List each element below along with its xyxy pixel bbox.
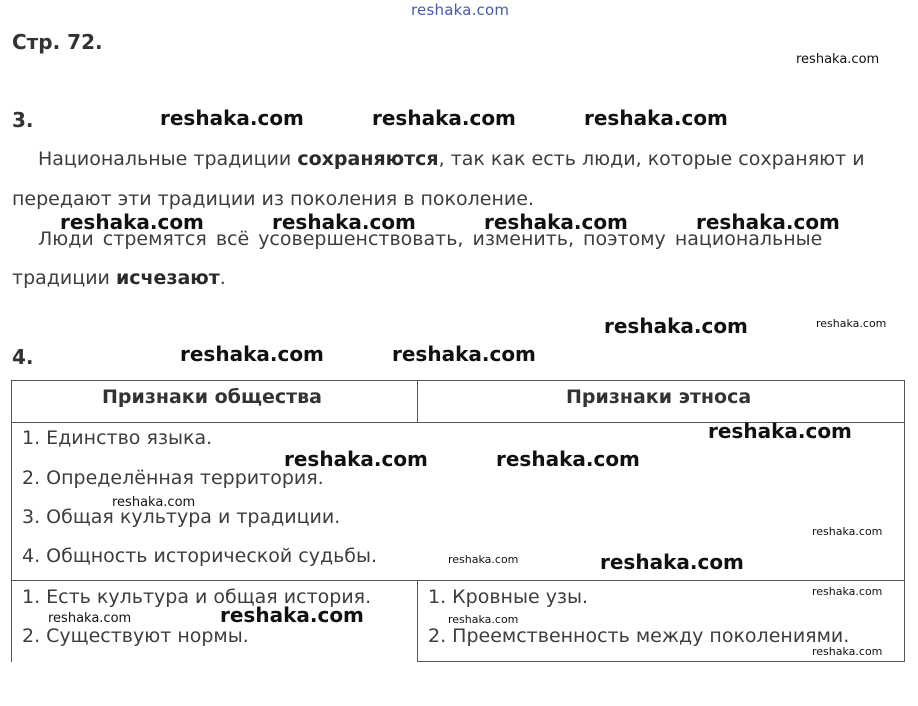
watermark: reshaka.com xyxy=(812,525,883,538)
section3-p2-line2 xyxy=(12,258,226,298)
watermark: reshaka.com xyxy=(284,447,428,471)
watermark: reshaka.com xyxy=(160,106,304,130)
exercise-4-number: 4. xyxy=(12,345,34,369)
p2-bold-word: исчезают xyxy=(115,267,220,289)
section3-p1-line1 xyxy=(38,139,865,179)
watermark: reshaka.com xyxy=(112,495,196,510)
p1-bold-word: сохраняются xyxy=(297,148,439,170)
watermark: reshaka.com xyxy=(696,210,840,234)
watermark: reshaka.com xyxy=(796,52,880,67)
section3-p1-line2: передают эти традиции из поколения в поколение. xyxy=(12,188,534,210)
watermark: reshaka.com xyxy=(484,210,628,234)
table-row-divider xyxy=(11,580,905,581)
page-label: Стр. 72. xyxy=(12,30,103,54)
p2-text-a: традиции xyxy=(12,267,116,289)
section3-p2-line1: Люди стремятся всё усовершенствовать, изменить, поэтому национальные xyxy=(38,228,823,250)
table-bottom-border-right xyxy=(417,661,905,662)
watermark: reshaka.com xyxy=(600,550,744,574)
table-header-society: Признаки общества xyxy=(102,386,322,408)
watermark: reshaka.com xyxy=(180,342,324,366)
table-header-col-divider xyxy=(417,380,418,423)
table-cell-ethnos: 2. Преемственность между поколениями. xyxy=(428,625,850,647)
p1-text-b: , так как есть люди, которые сохраняют и xyxy=(438,148,865,170)
table-bottom-col-divider xyxy=(417,580,418,662)
table-top-border xyxy=(11,380,905,381)
watermark: reshaka.com xyxy=(604,314,748,338)
table-header-ethnos: Признаки этноса xyxy=(566,386,752,408)
table-row: 2. Определённая территория. xyxy=(22,467,324,489)
watermark: reshaka.com xyxy=(220,603,364,627)
watermark: reshaka.com xyxy=(48,611,132,626)
table-cell-society: 1. Есть культура и общая история. xyxy=(22,586,372,608)
p2-text-b: . xyxy=(219,267,226,289)
watermark: reshaka.com xyxy=(60,210,204,234)
exercise-3-number: 3. xyxy=(12,108,34,132)
table-row: 3. Общая культура и традиции. xyxy=(22,506,341,528)
watermark: reshaka.com xyxy=(392,342,536,366)
watermark: reshaka.com xyxy=(816,317,887,330)
watermark: reshaka.com xyxy=(448,553,519,566)
table-right-border xyxy=(904,380,905,662)
table-row: 1. Единство языка. xyxy=(22,427,213,449)
watermark: reshaka.com xyxy=(448,613,519,626)
watermark: reshaka.com xyxy=(812,585,883,598)
table-cell-ethnos: 1. Кровные узы. xyxy=(428,586,589,608)
table-left-border xyxy=(11,380,12,662)
p1-text-a: Национальные традиции xyxy=(38,148,298,170)
watermark: reshaka.com xyxy=(708,419,852,443)
watermark: reshaka.com xyxy=(496,447,640,471)
watermark: reshaka.com xyxy=(272,210,416,234)
watermark: reshaka.com xyxy=(584,106,728,130)
watermark: reshaka.com xyxy=(372,106,516,130)
watermark: reshaka.com xyxy=(812,645,883,658)
table-row: 4. Общность исторической судьбы. xyxy=(22,545,378,567)
table-cell-society: 2. Существуют нормы. xyxy=(22,625,249,647)
site-header-link[interactable]: reshaka.com xyxy=(411,1,510,19)
